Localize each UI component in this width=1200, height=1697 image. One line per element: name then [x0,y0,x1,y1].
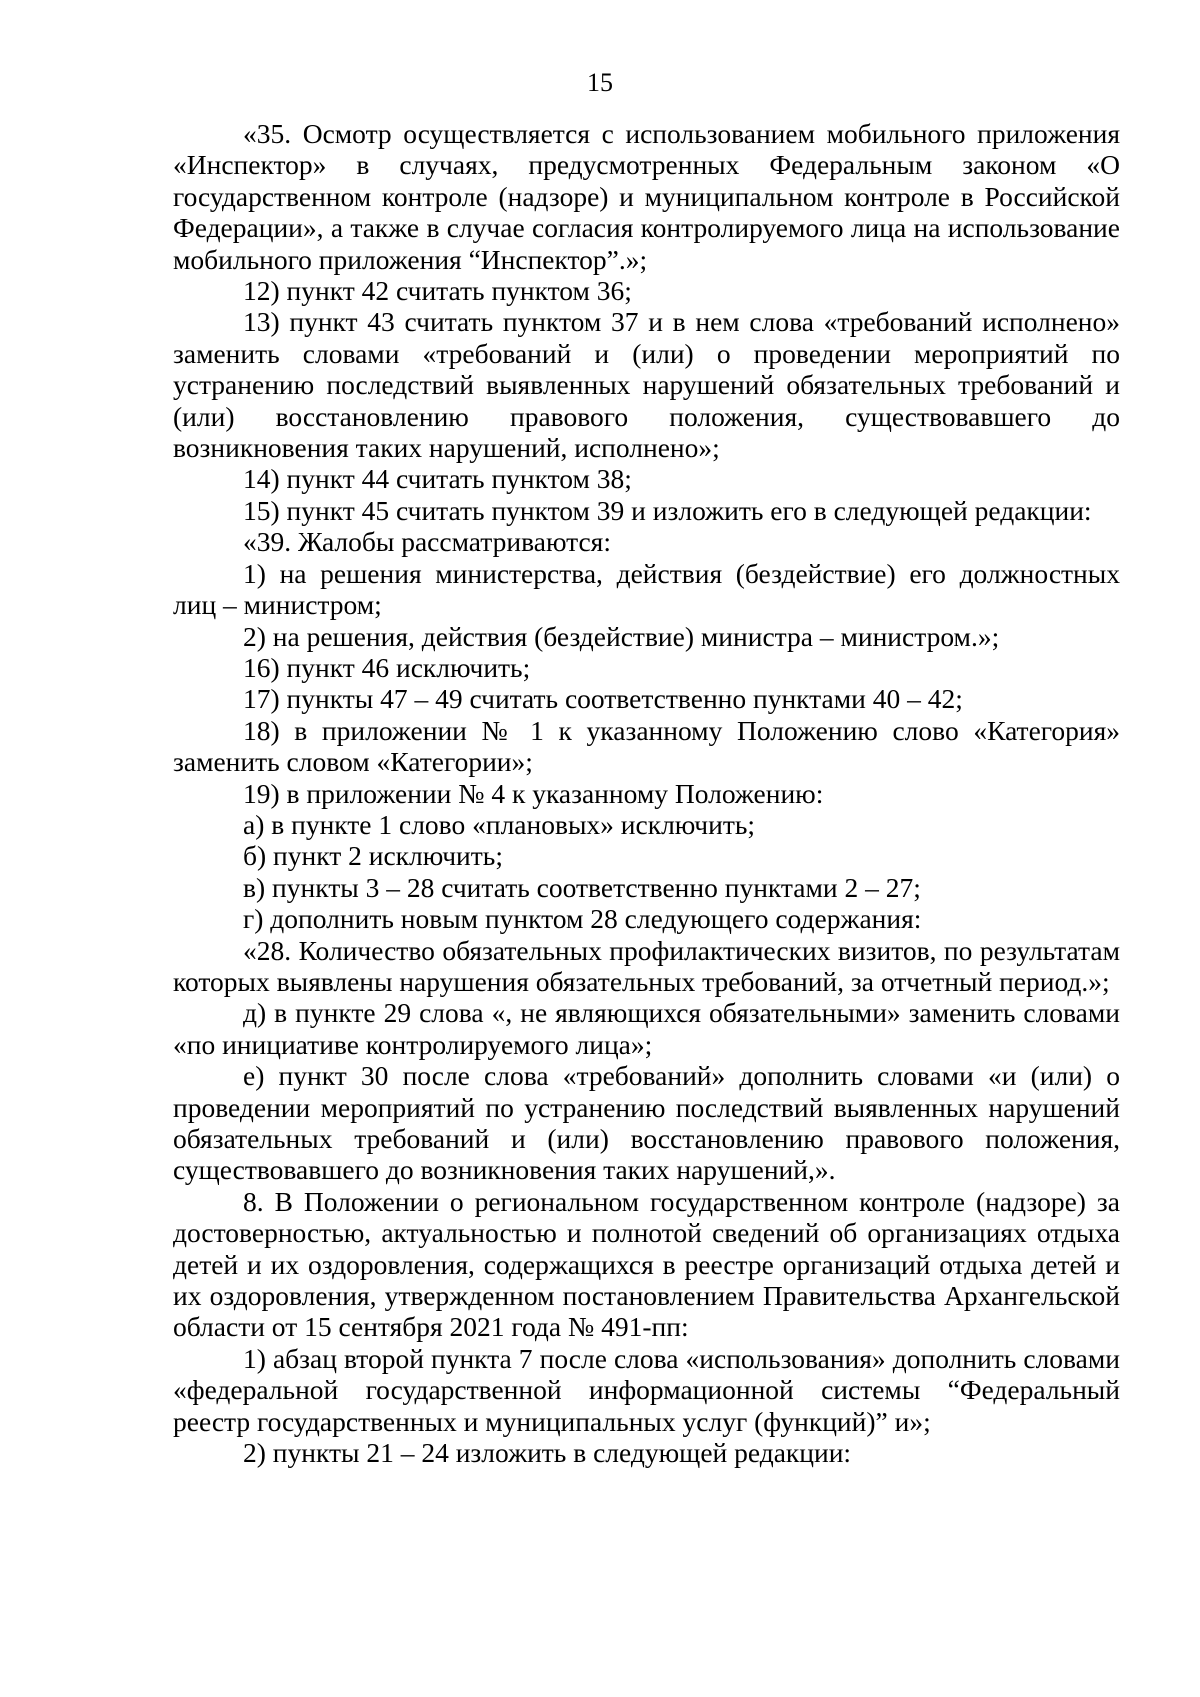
paragraph-complaints-2: 2) на решения, действия (бездействие) министра – министром.»; [243,620,1000,652]
paragraph-item-16: 16) пункт 46 исключить; [243,651,531,683]
paragraph-item-14: 14) пункт 44 считать пунктом 38; [243,463,632,495]
paragraph-item-15: 15) пункт 45 считать пунктом 39 и изложить его в следующей редакции: [243,494,1092,526]
paragraph-item-12: 12) пункт 42 считать пунктом 36; [243,275,632,307]
paragraph-item-17: 17) пункты 47 – 49 считать соответственно пунктами 40 – 42; [243,683,963,715]
paragraph-item-19: 19) в приложении № 4 к указанному Положению: [243,777,824,809]
paragraph-item-35-osmotr: «35. Осмотр осуществляется с использованием мобильного приложения «Инспектор» в случаях, предусмотренных Федеральным законом «О государственном контроле (надзоре) и муниципальном контроле в Российской Федерации», а также в случае согласия контролируемого лица на использование мобильного приложения “Инспектор”.»; [173,118,1120,275]
paragraph-section-8-item-1: 1) абзац второй пункта 7 после слова «использования» дополнить словами «федеральной государственной информационной системы “Федеральный реестр государственных и муниципальных услуг (функций)” и»; [173,1342,1120,1437]
paragraph-sub-v: в) пункты 3 – 28 считать соответственно пунктами 2 – 27; [243,871,921,903]
paragraph-item-39-complaints: «39. Жалобы рассматриваются: [243,526,611,558]
paragraph-sub-g: г) дополнить новым пунктом 28 следующего содержания: [243,903,922,935]
page-number: 15 [587,68,613,97]
paragraph-item-18: 18) в приложении № 1 к указанному Положению слово «Категория» заменить словом «Категории»; [173,714,1120,778]
paragraph-section-8-item-2: 2) пункты 21 – 24 изложить в следующей редакции: [243,1437,852,1469]
paragraph-sub-a: а) в пункте 1 слово «плановых» исключить; [243,808,756,840]
paragraph-item-28-visits: «28. Количество обязательных профилактических визитов, по результатам которых выявлены нарушения обязательных требований, за отчетный период.»; [173,934,1120,997]
paragraph-sub-e: е) пункт 30 после слова «требований» дополнить словами «и (или) о проведении мероприятий по устранению последствий выявленных нарушений обязательных требований и (или) восстановлению правового положения, существовавшего до возникновения таких нарушений,». [173,1060,1120,1186]
paragraph-complaints-1: 1) на решения министерства, действия (бездействие) его должностных лиц – министром; [173,557,1120,621]
paragraph-item-13: 13) пункт 43 считать пунктом 37 и в нем слова «требований исполнено» заменить словами «требований и (или) о проведении мероприятий по устранению последствий выявленных нарушений обязательных требований и (или) восстановлению правового положения, существовавшего до возникновения таких нарушений, исполнено»; [173,306,1120,464]
paragraph-sub-b: б) пункт 2 исключить; [243,840,503,872]
paragraph-sub-d: д) в пункте 29 слова «, не являющихся обязательными» заменить словами «по инициативе контролируемого лица»; [173,997,1120,1060]
paragraph-section-8: 8. В Положении о региональном государственном контроле (надзоре) за достоверностью, актуальностью и полнотой сведений об организациях отдыха детей и их оздоровления, содержащихся в реестре организаций отдыха детей и их оздоровления, утвержденном постановлением Правительства Архангельской области от 15 сентября 2021 года № 491-пп: [173,1185,1120,1343]
document-body [173,118,1120,1468]
